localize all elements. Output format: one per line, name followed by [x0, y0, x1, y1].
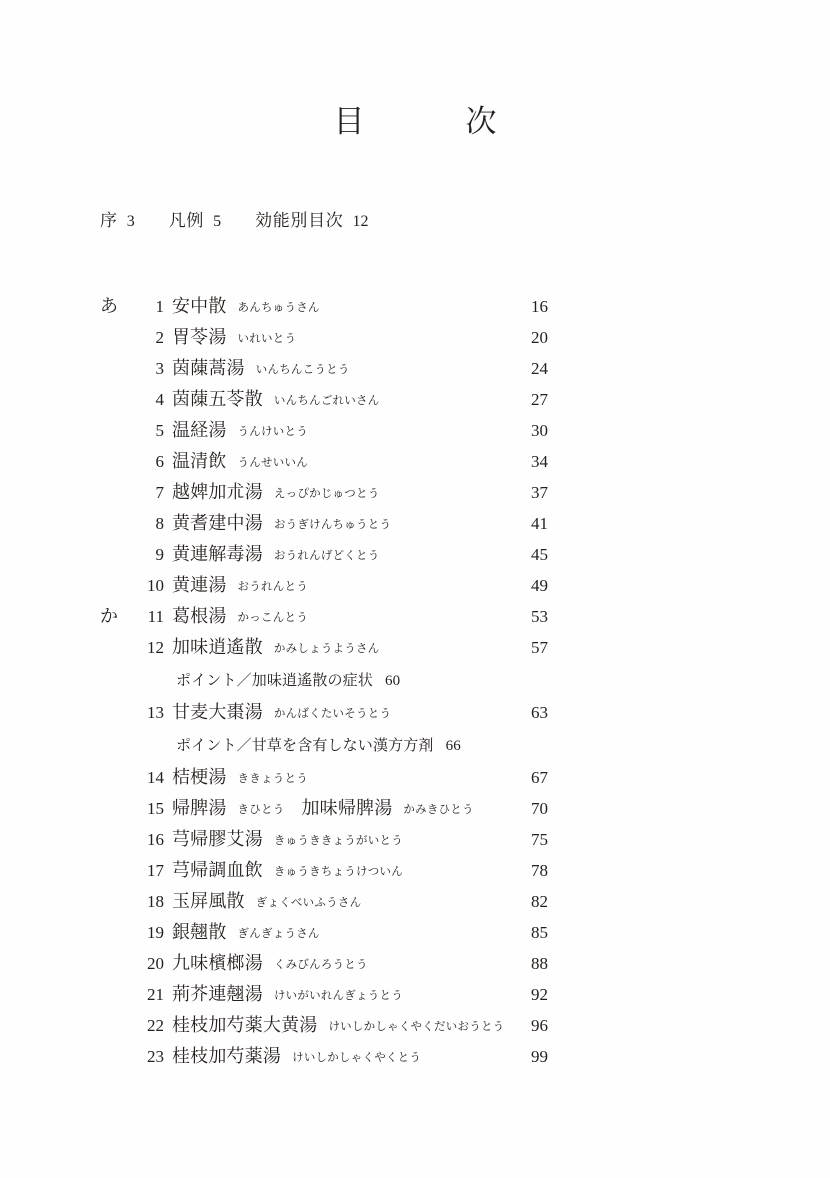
entry-name-kanji: 桂枝加芍薬湯: [172, 1046, 282, 1067]
toc-entry-row[interactable]: [0, 446, 830, 477]
toc-entry-row[interactable]: [0, 322, 830, 353]
entry-name-kanji: 帰脾湯: [172, 798, 227, 819]
entry-page-number: 96: [531, 1016, 548, 1035]
entry-name-kanji: 越婢加朮湯: [172, 482, 263, 503]
entry-number: 12: [147, 638, 164, 657]
entry-name-kanji: 桔梗湯: [172, 767, 227, 788]
entry-name-kana: ききょうとう: [237, 771, 308, 785]
toc-entry-row[interactable]: [0, 384, 830, 415]
frontmatter-label: 序: [100, 211, 118, 231]
entry-page-number: 67: [531, 768, 548, 787]
section-marker: か: [100, 606, 118, 627]
entry-page-number: 70: [531, 799, 548, 818]
toc-entry-row[interactable]: [0, 632, 830, 663]
entry-page-number: 49: [531, 576, 548, 595]
entry-number: 22: [147, 1016, 164, 1035]
entry-name-kanji: 茵蔯蒿湯: [172, 358, 245, 379]
subentry-label: ポイント／甘草を含有しない漢方方剤: [176, 736, 434, 754]
toc-entry-row[interactable]: [0, 697, 830, 728]
entry-page-number: 53: [531, 607, 548, 626]
entry-number: 2: [155, 328, 164, 347]
frontmatter-item[interactable]: [169, 207, 221, 236]
entry-number: 19: [147, 923, 164, 942]
entry-name-kana: うんせいいん: [237, 455, 308, 469]
frontmatter-label: 凡例: [168, 211, 205, 231]
entry-page-number: 45: [531, 545, 548, 564]
toc-entry-row[interactable]: [0, 824, 830, 855]
entry-number: 6: [155, 452, 164, 471]
entry-page-number: 82: [531, 892, 548, 911]
toc-entry-row[interactable]: [0, 886, 830, 917]
entry-page-number: 34: [531, 452, 548, 471]
entry-name-kana: ぎんぎょうさん: [237, 926, 320, 940]
entry-page-number: 37: [531, 483, 548, 502]
frontmatter-item[interactable]: [100, 207, 135, 236]
entry-name-kanji: 温経湯: [172, 420, 227, 441]
entry-number: 15: [147, 799, 164, 818]
entry-number: 1: [155, 297, 164, 316]
entry-page-number: 85: [531, 923, 548, 942]
entry-page-number: 24: [531, 359, 548, 378]
toc-entry-row[interactable]: [0, 1010, 830, 1041]
entry-page-number: 27: [531, 390, 548, 409]
entry-name-kanji: 桂枝加芍薬大黄湯: [172, 1015, 318, 1036]
frontmatter-line: [100, 207, 368, 236]
entry-number: 10: [147, 576, 164, 595]
entry-page-number: 41: [531, 514, 548, 533]
section-marker: あ: [100, 296, 118, 317]
entry-name-kanji: 安中散: [172, 296, 227, 317]
entry-name-kana: けいしかしゃくやくとう: [292, 1050, 422, 1064]
entry-name-kanji: 温清飲: [172, 451, 227, 472]
entry-page-number: 75: [531, 830, 548, 849]
entry-name-kanji: 芎帰膠艾湯: [172, 829, 263, 850]
entry-page-number: 78: [531, 861, 548, 880]
toc-entry-row[interactable]: [0, 570, 830, 601]
entry-name-kana: えっぴかじゅつとう: [273, 486, 380, 500]
entry-number: 20: [147, 954, 164, 973]
frontmatter-item[interactable]: [255, 207, 368, 236]
entry-page-number: 16: [531, 297, 548, 316]
entry-name-kanji: 黄連解毒湯: [172, 544, 263, 565]
entry-alt-name-kana: かみきひとう: [403, 802, 474, 816]
entry-name-kanji: 芎帰調血飲: [172, 860, 263, 881]
entry-name-kana: けいしかしゃくやくだいおうとう: [328, 1019, 505, 1033]
toc-entry-list: [0, 291, 830, 1072]
toc-entry-row[interactable]: [0, 917, 830, 948]
toc-entry-row[interactable]: [0, 477, 830, 508]
entry-name-kana: かみしょうようさん: [273, 641, 380, 655]
entry-name-kanji: 甘麦大棗湯: [172, 702, 263, 723]
entry-number: 4: [155, 390, 164, 409]
entry-name-kana: いんちんごれいさん: [273, 393, 380, 407]
entry-name-kanji: 黄連湯: [172, 575, 227, 596]
entry-name-kana: うんけいとう: [237, 424, 308, 438]
entry-number: 17: [147, 861, 164, 880]
entry-name-kana: きひとう: [237, 802, 285, 816]
toc-entry-row[interactable]: [0, 855, 830, 886]
toc-entry-row[interactable]: [0, 948, 830, 979]
entry-number: 16: [147, 830, 164, 849]
toc-entry-row[interactable]: [0, 1041, 830, 1072]
entry-name-kana: いれいとう: [237, 331, 297, 345]
entry-page-number: 99: [531, 1047, 548, 1066]
subentry-label: ポイント／加味逍遙散の症状: [176, 671, 373, 689]
entry-name-kana: くみびんろうとう: [273, 957, 368, 971]
entry-number: 8: [155, 514, 164, 533]
entry-number: 3: [155, 359, 164, 378]
entry-number: 13: [147, 703, 164, 722]
toc-entry-row[interactable]: [0, 353, 830, 384]
entry-alt-name-kanji: 加味帰脾湯: [301, 798, 393, 819]
entry-page-number: 63: [531, 703, 548, 722]
subentry-page-number: 60: [384, 673, 401, 689]
toc-entry-row[interactable]: [0, 601, 830, 632]
entry-page-number: 30: [531, 421, 548, 440]
entry-name-kana: かんばくたいそうとう: [273, 706, 392, 720]
subentry-page-number: 66: [445, 738, 461, 754]
subentry-title: [176, 728, 461, 763]
entry-page-number: 88: [531, 954, 548, 973]
entry-name-kana: おうれんげどくとう: [273, 548, 380, 562]
entry-number: 9: [155, 545, 164, 564]
toc-entry-row[interactable]: [0, 793, 830, 824]
entry-name-kana: けいがいれんぎょうとう: [273, 988, 403, 1002]
entry-name-kana: おうれんとう: [237, 579, 308, 593]
entry-name-kana: きゅうききょうがいとう: [273, 833, 403, 847]
subentry-title: [176, 663, 400, 698]
entry-number: 23: [147, 1047, 164, 1066]
frontmatter-page-number: 3: [126, 213, 135, 230]
entry-name-kanji: 黄耆建中湯: [172, 513, 263, 534]
entry-name-kana: ぎょくべいふうさん: [255, 895, 362, 909]
entry-number: 11: [147, 607, 164, 626]
frontmatter-label: 効能別目次: [255, 211, 344, 231]
entry-name-kanji: 銀翹散: [172, 922, 227, 943]
entry-name-kanji: 加味逍遙散: [172, 637, 263, 658]
entry-name-kanji: 荊芥連翹湯: [172, 984, 263, 1005]
entry-name-kanji: 玉屏風散: [172, 891, 245, 912]
entry-number: 14: [147, 768, 164, 787]
entry-name-kanji: 葛根湯: [172, 606, 227, 627]
entry-name-kanji: 胃苓湯: [172, 327, 227, 348]
toc-entry-row[interactable]: [0, 539, 830, 570]
entry-number: 21: [147, 985, 164, 1004]
entry-name-kana: おうぎけんちゅうとう: [273, 517, 392, 531]
entry-page-number: 92: [531, 985, 548, 1004]
entry-page-number: 20: [531, 328, 548, 347]
toc-entry-row[interactable]: [0, 979, 830, 1010]
toc-entry-row[interactable]: [0, 291, 830, 322]
toc-entry-row[interactable]: [0, 508, 830, 539]
toc-entry-row[interactable]: [0, 762, 830, 793]
frontmatter-page-number: 5: [213, 213, 222, 230]
entry-name-kanji: 茵蔯五苓散: [172, 389, 263, 410]
entry-name-kanji: 九味檳榔湯: [172, 953, 263, 974]
entry-name-kana: かっこんとう: [237, 610, 308, 624]
entry-number: 7: [155, 483, 164, 502]
toc-subentry-row[interactable]: [0, 728, 830, 762]
entry-name-kana: いんちんこうとう: [255, 362, 350, 376]
frontmatter-page-number: 12: [352, 213, 369, 230]
toc-subentry-row[interactable]: [0, 663, 830, 697]
entry-page-number: 57: [531, 638, 548, 657]
entry-number: 18: [147, 892, 164, 911]
entry-number: 5: [155, 421, 164, 440]
page-title: 目 次: [333, 104, 510, 140]
entry-name-kana: あんちゅうさん: [237, 300, 320, 314]
toc-entry-row[interactable]: [0, 415, 830, 446]
entry-name-kana: きゅうきちょうけついん: [273, 864, 403, 878]
